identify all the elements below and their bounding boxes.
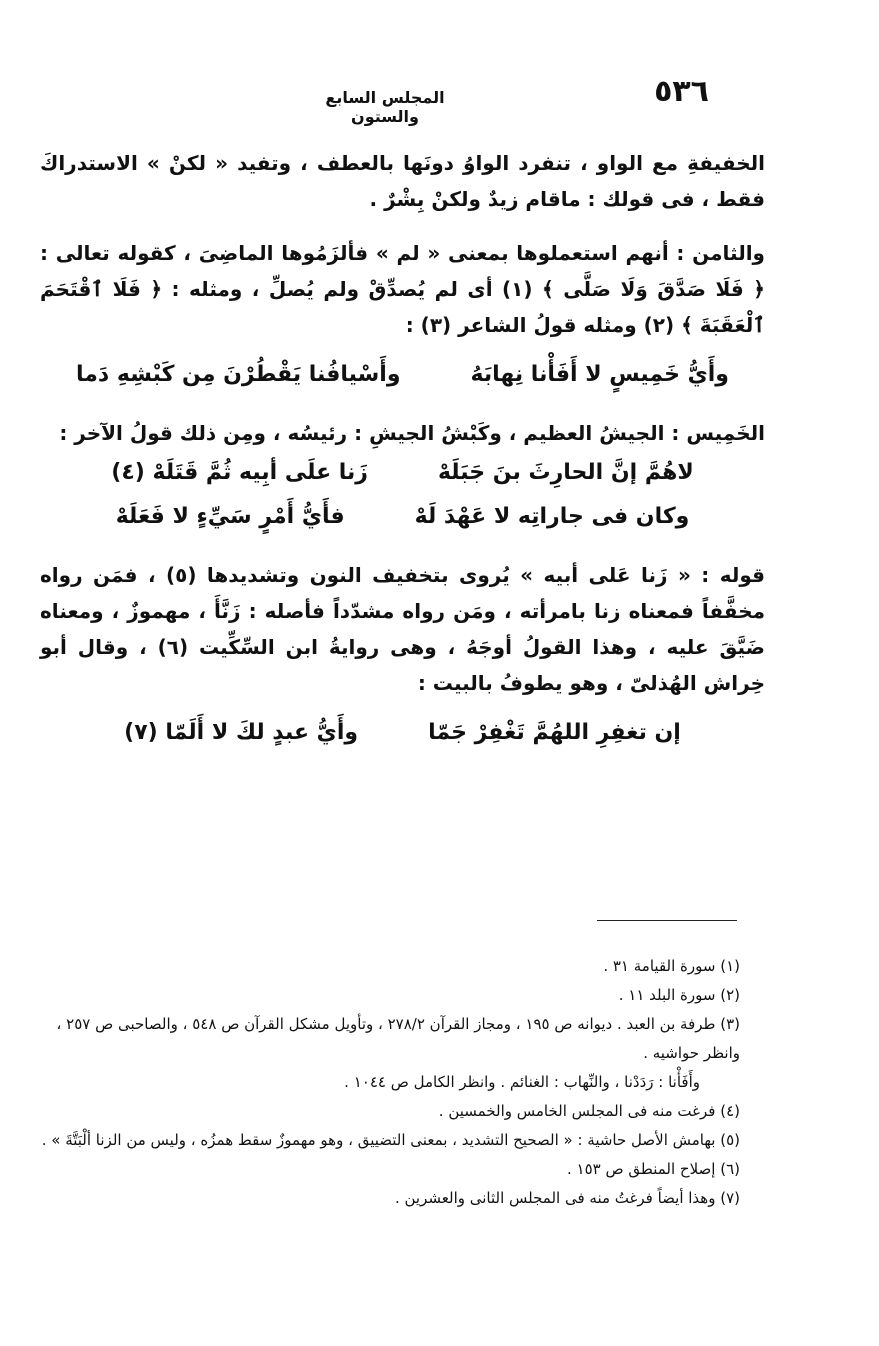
footnote-3: (٣) طرفة بن العبد . ديوانه ص ١٩٥ ، ومجاز القرآن ٢٧٨/٢ ، وتأويل مشكل القرآن ص ٥٤٨ ، والصاحبى ص ٢٥٧ ، وانظر حواشيه . [56,1015,740,1062]
footnote-2: (٢) سورة البلد ١١ . [618,986,740,1004]
footnote-6: (٦) إصلاح المنطق ص ١٥٣ . [567,1160,740,1178]
footnote-5: (٥) بهامش الأصل حاشية : « الصحيح التشديد ، بمعنى التضييق ، وهو مهموزٌ سقط همزُه ، وليس من الزنا ألْبَتَّةَ » . [41,1131,740,1149]
paragraph-4: قوله : « زَنا عَلى أبيه » يُروى بتخفيف النون وتشديدها (٥) ، فمَن رواه مخفَّفاً فمعناه زنا بامرأته ، ومَن رواه مشدّداً فأصله : زَنَّأَ ، مهموزٌ ، ومعناه ضَيَّقَ عليه ، وهذا القولُ أوجَهُ ، وهى روايةُ ابن السِّكِّيت (٦) ، وقال أبو خِراش الهُذلىّ ، وهو يطوفُ بالبيت : [40,563,766,695]
footnotes [40,952,740,1213]
footnote-7: (٧) وهذا أيضاً فرغتُ منه فى المجلس الثانى والعشرين . [394,1189,740,1207]
paragraph-2: والثامن : أنهم استعملوها بمعنى « لم » فألزَمُوها الماضِىَ ، كقوله تعالى : ﴿ فَلَا صَدَّقَ وَلَا صَلَّى ﴾ (١) أى لم يُصدِّقْ ولم يُصلِّ ، ومثله : ﴿ فَلَا ٱقْتَحَمَ ٱلْعَقَبَةَ ﴾ (٢) ومثله قولُ الشاعر (٣) : [40,241,765,337]
verse-2 [40,451,765,495]
paragraph-3: الخَمِيس : الجيشُ العظيم ، وكَبْشُ الجيشِ : رئيسُه ، ومِن ذلك قولُ الآخر : [59,421,765,445]
verse-1-hemistich-a: وأَيُّ خَمِيسٍ لا أَفَأْنا نِهابَهُ [470,362,729,387]
verse-4-hemistich-a: إن تغفِرِ اللهُمَّ تَغْفِرْ جَمّا [428,720,681,745]
main-text [40,145,765,773]
verse-3-hemistich-b: فأَيُّ أَمْرٍ سَيِّءٍ لا فَعَلَهْ [115,504,345,529]
verse-2-hemistich-a: لاهُمَّ إنَّ الحارِثَ بنَ جَبَلَهْ [437,460,694,485]
footnote-3-continuation: وأَفَأْنا : رَدَدْنا ، والنِّهاب : الغنائم . وانظر الكامل ص ١٠٤٤ . [344,1073,700,1091]
footnote-divider [597,920,737,921]
footnote-1: (١) سورة القيامة ٣١ . [603,957,740,975]
paragraph-1: الخفيفةِ مع الواو ، تنفرد الواوُ دونَها بالعطف ، وتفيد « لكنْ » الاستدراكَ فقط ، فى قولك : ماقام زيدٌ ولكنْ بِشْرٌ . [40,151,765,211]
verse-4-hemistich-b: وأَيُّ عبدٍ لكَ لا أَلَمّا (٧) [124,720,359,745]
verse-3-hemistich-a: وكان فى جاراتِه لا عَهْدَ لَهْ [414,504,690,529]
verse-4 [40,711,765,755]
page-number: ٥٣٦ [654,74,709,109]
running-title: المجلس السابع والستون [325,88,445,126]
verse-1-hemistich-b: وأَسْيافُنا يَقْطُرْنَ مِن كَبْشِهِ دَما [76,362,401,387]
footnote-4: (٤) فرغت منه فى المجلس الخامس والخمسين . [438,1102,740,1120]
verse-3 [40,495,765,539]
verse-1 [40,353,765,397]
verse-2-hemistich-b: زَنا علَى أبِيه ثُمَّ قَتَلَهْ (٤) [111,460,368,485]
